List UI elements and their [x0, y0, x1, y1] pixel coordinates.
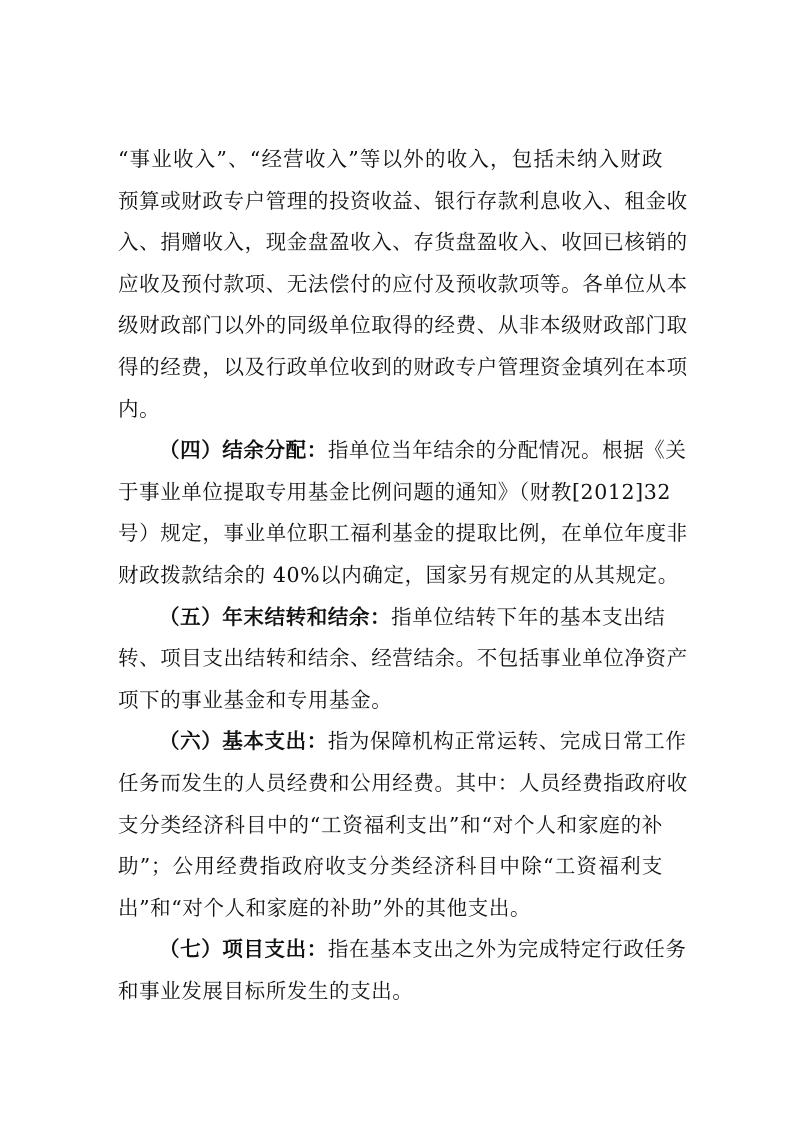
body-line: “事业收入”、“经营收入”等以外的收入，包括未纳入财政: [118, 147, 663, 171]
body-line: 应收及预付款项、无法偿付的应付及预收款项等。各单位从本: [118, 271, 688, 296]
body-line: 和事业发展目标所发生的支出。: [118, 978, 414, 1003]
body-line: 支分类经济科目中的“工资福利支出”和“对个人和家庭的补: [118, 812, 663, 837]
body-line: 入、捐赠收入，现金盘盈收入、存货盘盈收入、收回已核销的: [118, 230, 688, 255]
body-line: 内。: [118, 396, 161, 421]
body-line: 助”；公用经费指政府收支分类经济科目中除“工资福利支: [118, 854, 663, 879]
body-line: 预算或财政专户管理的投资收益、银行存款利息收入、租金收: [118, 188, 688, 213]
body-line: 号）规定，事业单位职工福利基金的提取比例，在单位年度非: [118, 521, 688, 546]
body-line: 级财政部门以外的同级单位取得的经费、从非本级财政部门取: [118, 313, 688, 338]
section-heading: （六）基本支出：: [159, 729, 328, 754]
body-line: 于事业单位提取专用基金比例问题的通知》（财教[2012]32: [118, 479, 672, 504]
section-text: 指单位结转下年的基本支出结: [391, 604, 666, 629]
section-first-line: [118, 602, 666, 633]
body-line: 转、项目支出结转和结余、经营结余。不包括事业单位净资产: [118, 646, 688, 671]
body-line: 财政拨款结余的 40%以内确定，国家另有规定的从其规定。: [118, 562, 679, 587]
body-line: 项下的事业基金和专用基金。: [118, 687, 393, 712]
section-first-line: [118, 435, 687, 466]
section-text: 指单位当年结余的分配情况。根据《关: [327, 438, 687, 463]
section-first-line: [118, 934, 687, 965]
section-text: 指在基本支出之外为完成特定行政任务: [327, 937, 687, 962]
body-line: 得的经费，以及行政单位收到的财政专户管理资金填列在本项: [118, 354, 688, 379]
section-heading: （四）结余分配：: [159, 438, 328, 463]
section-heading: （七）项目支出：: [159, 937, 328, 962]
document-page: [118, 144, 688, 1017]
body-line: 任务而发生的人员经费和公用经费。其中：人员经费指政府收: [118, 770, 688, 795]
section-first-line: [118, 726, 687, 757]
section-heading: （五）年末结转和结余：: [159, 604, 392, 629]
body-line: 出”和“对个人和家庭的补助”外的其他支出。: [118, 895, 532, 920]
section-text: 指为保障机构正常运转、完成日常工作: [327, 729, 687, 754]
